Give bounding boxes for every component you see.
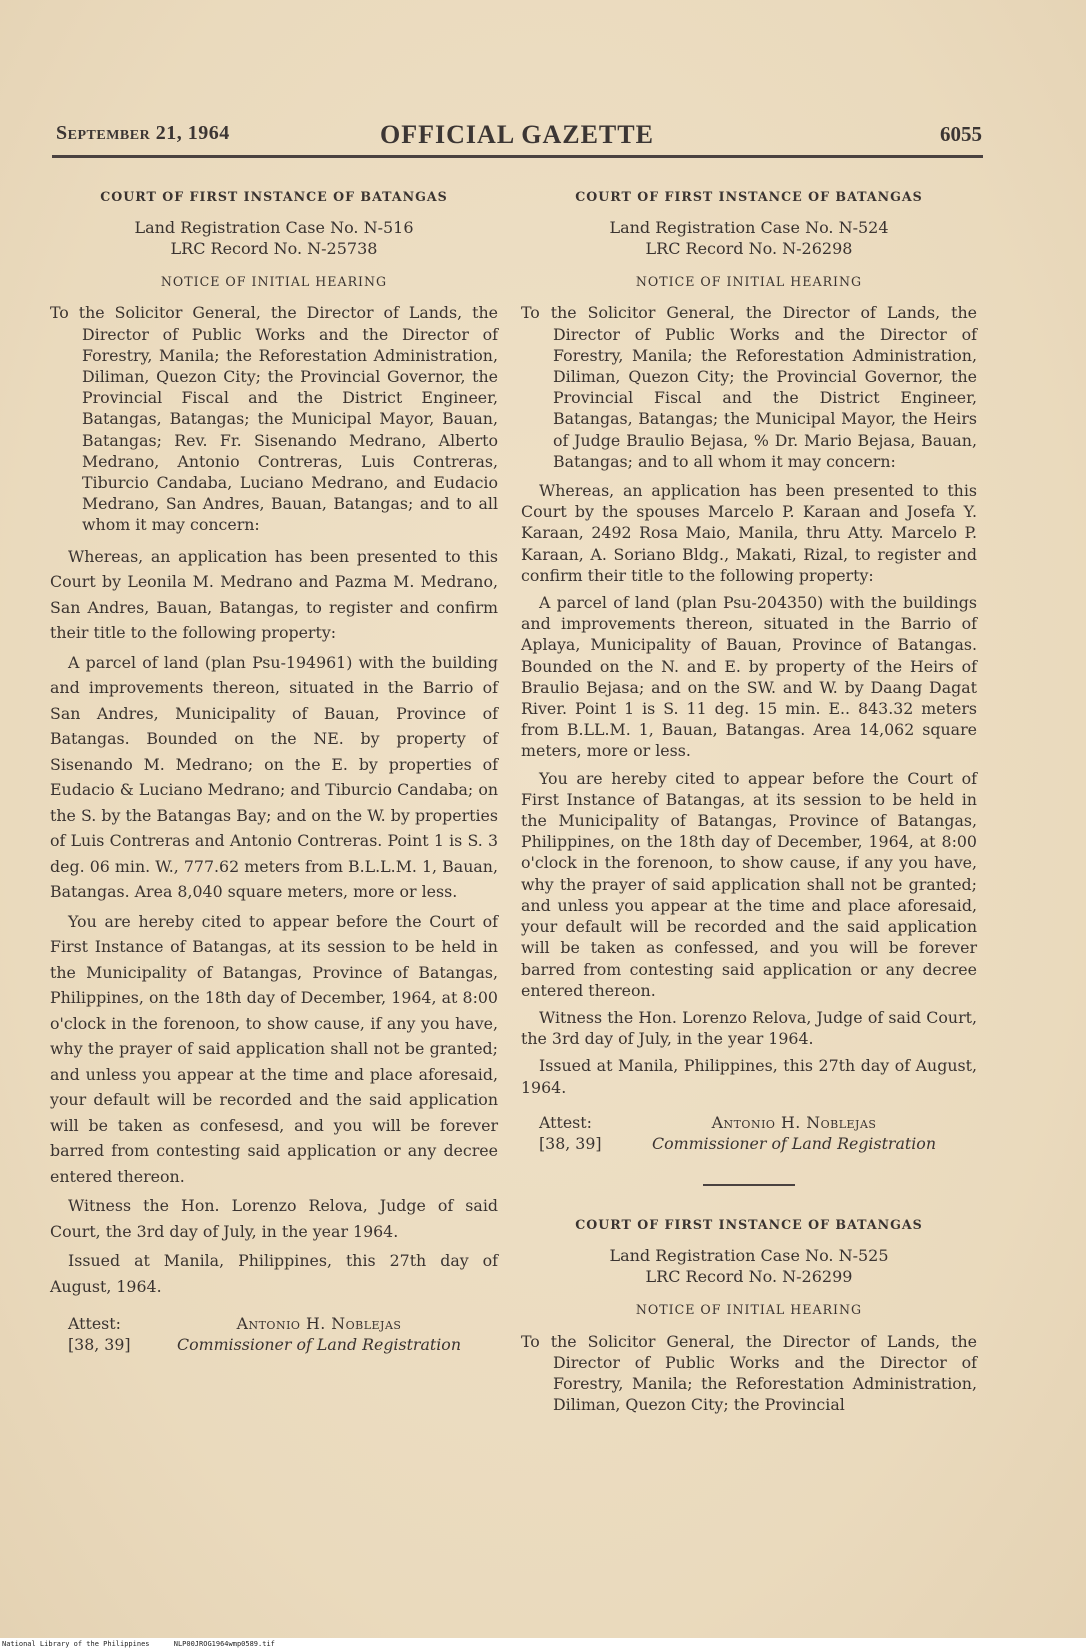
court-heading: COURT OF FIRST INSTANCE OF BATANGAS	[575, 189, 923, 204]
witness-paragraph: Witness the Hon. Lorenzo Relova, Judge of said Court, the 3rd day of July, in the year 1964.	[50, 1196, 498, 1241]
notice-title: NOTICE OF INITIAL HEARING	[635, 274, 863, 290]
attestation-block	[521, 1112, 977, 1154]
addressees: To the Solicitor General, the Director of Lands, the Director of Public Works and the Director of Forestry, Manila; the Reforestation Administration, Diliman, Quezon City; the Provincial Governor, the Provincial Fiscal and the District Engineer, Batangas, Batangas; the Municipal Mayor, Bauan, Batangas; Rev. Fr. Sisenando Medrano, Alberto Medrano, Antonio Contreras, Luis Contreras, Tiburcio Candaba, Luciano Medrano, and Eudacio Medrano, San Andres, Bauan, Batangas; and to all whom it may concern:	[50, 303, 498, 535]
attest-role: Commissioner of Land Registration	[177, 1335, 461, 1355]
issue-date: September 21, 1964	[56, 122, 230, 144]
citation-paragraph: You are hereby cited to appear before the Court of First Instance of Batangas, at its session to be held in the Municipality of Batangas, Province of Batangas, Philippines, on the 18th day of December, 1964, at 8:00 o'clock in the forenoon, to show cause, if any you have, why the prayer of said application shall not be granted; and unless you appear at the time and place aforesaid, your default will be recorded and the said application will be taken as confessed, and you will be forever barred from contesting said application or any decree entered thereon.	[521, 768, 977, 1000]
header-rule	[52, 155, 983, 158]
attest-name: Antonio H. Noblejas	[236, 1314, 402, 1334]
publication-title: OFFICIAL GAZETTE	[380, 120, 654, 149]
addressees: To the Solicitor General, the Director of Lands, the Director of Public Works and the Director of Forestry, Manila; the Reforestation Administration, Diliman, Quezon City; the Provincial Governor, the Provincial Fiscal and the District Engineer, Batangas, Batangas; the Municipal Mayor, the Heirs of Judge Braulio Bejasa, % Dr. Mario Bejasa, Bauan, Batangas; and to all whom it may concern:	[521, 303, 977, 471]
section-divider	[703, 1184, 795, 1186]
notice-title: NOTICE OF INITIAL HEARING	[160, 274, 388, 290]
parcel-paragraph: A parcel of land (plan Psu-204350) with the buildings and improvements thereon, situated in the Barrio of Aplaya, Municipality of Bauan, Province of Batangas. Bounded on the N. and E. by property of the Heirs of Braulio Bejasa; and on the SW. and W. by Daang Dagat River. Point 1 is S. 11 deg. 15 min. E.. 843.32 meters from B.LL.M. 1, Bauan, Batangas. Area 14,062 square meters, more or less.	[521, 593, 977, 761]
case-number: Land Registration Case No. N-516	[134, 218, 414, 238]
page-header	[52, 122, 982, 152]
library-credit: National Library of the Philippines	[2, 1640, 150, 1648]
scan-footer	[0, 1638, 1086, 1650]
issued-paragraph: Issued at Manila, Philippines, this 27th day of August, 1964.	[521, 1056, 977, 1097]
court-heading: COURT OF FIRST INSTANCE OF BATANGAS	[100, 189, 448, 204]
parcel-paragraph: A parcel of land (plan Psu-194961) with the building and improvements thereon, situated in the Barrio of San Andres, Municipality of Bauan, Province of Batangas. Bounded on the NE. by property of Sisenando M. Medrano; on the E. by properties of Eudacio & Luciano Medrano; and Tiburcio Candaba; on the S. by the Batangas Bay; and on the W. by properties of Luis Contreras and Antonio Contreras. Point 1 is S. 3 deg. 06 min. W., 777.62 meters from B.L.L.M. 1, Bauan, Batangas. Area 8,040 square meters, more or less.	[50, 652, 498, 902]
notice-title: NOTICE OF INITIAL HEARING	[635, 1302, 863, 1318]
left-column	[50, 186, 498, 1356]
addressees: To the Solicitor General, the Director of Lands, the Director of Public Works and the Director of Forestry, Manila; the Reforestation Administration, Diliman, Quezon City; the Provincial	[521, 1331, 977, 1415]
issued-paragraph: Issued at Manila, Philippines, this 27th day of August, 1964.	[50, 1251, 498, 1296]
attest-name: Antonio H. Noblejas	[711, 1112, 877, 1132]
right-column	[521, 186, 977, 1423]
page-number: 6055	[940, 122, 982, 146]
attest-label: Attest:	[539, 1112, 592, 1132]
issue-refs: [38, 39]	[539, 1133, 602, 1153]
attestation-block	[50, 1313, 498, 1355]
court-heading: COURT OF FIRST INSTANCE OF BATANGAS	[575, 1217, 923, 1233]
witness-paragraph: Witness the Hon. Lorenzo Relova, Judge of said Court, the 3rd day of July, in the year 1964.	[521, 1007, 977, 1049]
whereas-paragraph: Whereas, an application has been presented to this Court by Leonila M. Medrano and Pazma M. Medrano, San Andres, Bauan, Batangas, to register and confirm their title to the following property:	[50, 546, 498, 643]
lrc-record: LRC Record No. N-26299	[645, 1267, 853, 1287]
lrc-record: LRC Record No. N-25738	[170, 239, 378, 259]
lrc-record: LRC Record No. N-26298	[645, 239, 853, 259]
attest-label: Attest:	[68, 1314, 121, 1334]
citation-paragraph: You are hereby cited to appear before the Court of First Instance of Batangas, at its session to be held in the Municipality of Batangas, Province of Batangas, Philippines, on the 18th day of December, 1964, at 8:00 o'clock in the forenoon, to show cause, if any you have, why the prayer of said application shall not be granted; and unless you appear at the time and place aforesaid, your default will be recorded and the said application will be taken as confesesd, and you will be forever barred from contesting said application or any decree entered thereon.	[50, 911, 498, 1186]
attest-role: Commissioner of Land Registration	[652, 1133, 936, 1153]
whereas-paragraph: Whereas, an application has been presented to this Court by the spouses Marcelo P. Karaan and Josefa Y. Karaan, 2492 Rosa Maio, Manila, thru Atty. Marcelo P. Karaan, A. Soriano Bldg., Makati, Rizal, to register and confirm their title to the following property:	[521, 481, 977, 585]
issue-refs: [38, 39]	[68, 1335, 131, 1355]
case-number: Land Registration Case No. N-525	[609, 1246, 889, 1266]
scan-filename: NLP00JROG1964wmp0589.tif	[173, 1640, 275, 1648]
case-number: Land Registration Case No. N-524	[609, 218, 889, 238]
